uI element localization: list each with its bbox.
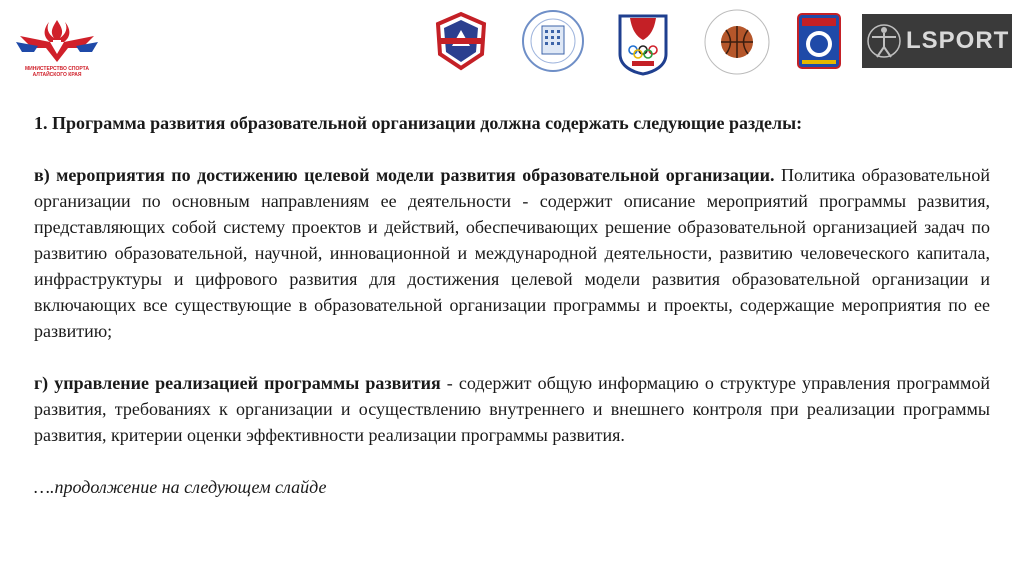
section-v-body: Политика образовательной организации по основным направлениям ее деятельности - содержит описание мероприятий программы развития, представляющих собой систему проектов и действий, обеспечивающих решение образовательной организацией задач по развитию образовательной, научной, инновационной и международной деятельности, развитию человеческого капитала, инфраструктуры и цифрового развития для достижения целевой модели развития образовательной организации и включающих все существующие в образовательной организации программы и проекты, содержащие мероприятия по ее развитию; <box>34 165 990 341</box>
university-building-icon <box>520 8 586 79</box>
lsport-logo <box>862 14 1012 68</box>
section-g-title: г) управление реализацией программы развития <box>34 373 441 393</box>
basketball-club-icon <box>702 8 772 81</box>
academy-emblem-icon <box>430 10 492 77</box>
section-g-paragraph <box>34 370 990 448</box>
vitruvian-figure-icon <box>862 14 906 68</box>
ministry-logo <box>12 14 102 84</box>
olympic-reserve-school-icon <box>614 10 672 81</box>
spacer <box>34 344 990 370</box>
section-g-body: - содержит общую информацию о структуре управления программой развития, требованиях к организации и осуществлению внутреннего и внешнего контроля при реализации программы развития, критерии оценки эффективности реализации программы развития. <box>34 373 990 445</box>
spacer <box>34 136 990 162</box>
continuation-note: ….продолжение на следующем слайде <box>34 477 327 497</box>
ministry-emblem-icon <box>12 14 102 66</box>
ministry-logo-text: МИНИСТЕРСТВО СПОРТА АЛТАЙСКОГО КРАЯ <box>24 66 90 78</box>
slide-header <box>0 0 1024 90</box>
lsport-label: LSPORT <box>906 27 1010 54</box>
section-v-paragraph <box>34 162 990 344</box>
spacer <box>34 448 990 474</box>
slide-body <box>34 110 990 500</box>
slide-heading: 1. Программа развития образовательной организации должна содержать следующие разделы: <box>34 113 803 133</box>
section-v-title: в) мероприятия по достижению целевой модели развития образовательной организации. <box>34 165 775 185</box>
sports-federation-icon <box>796 12 842 75</box>
